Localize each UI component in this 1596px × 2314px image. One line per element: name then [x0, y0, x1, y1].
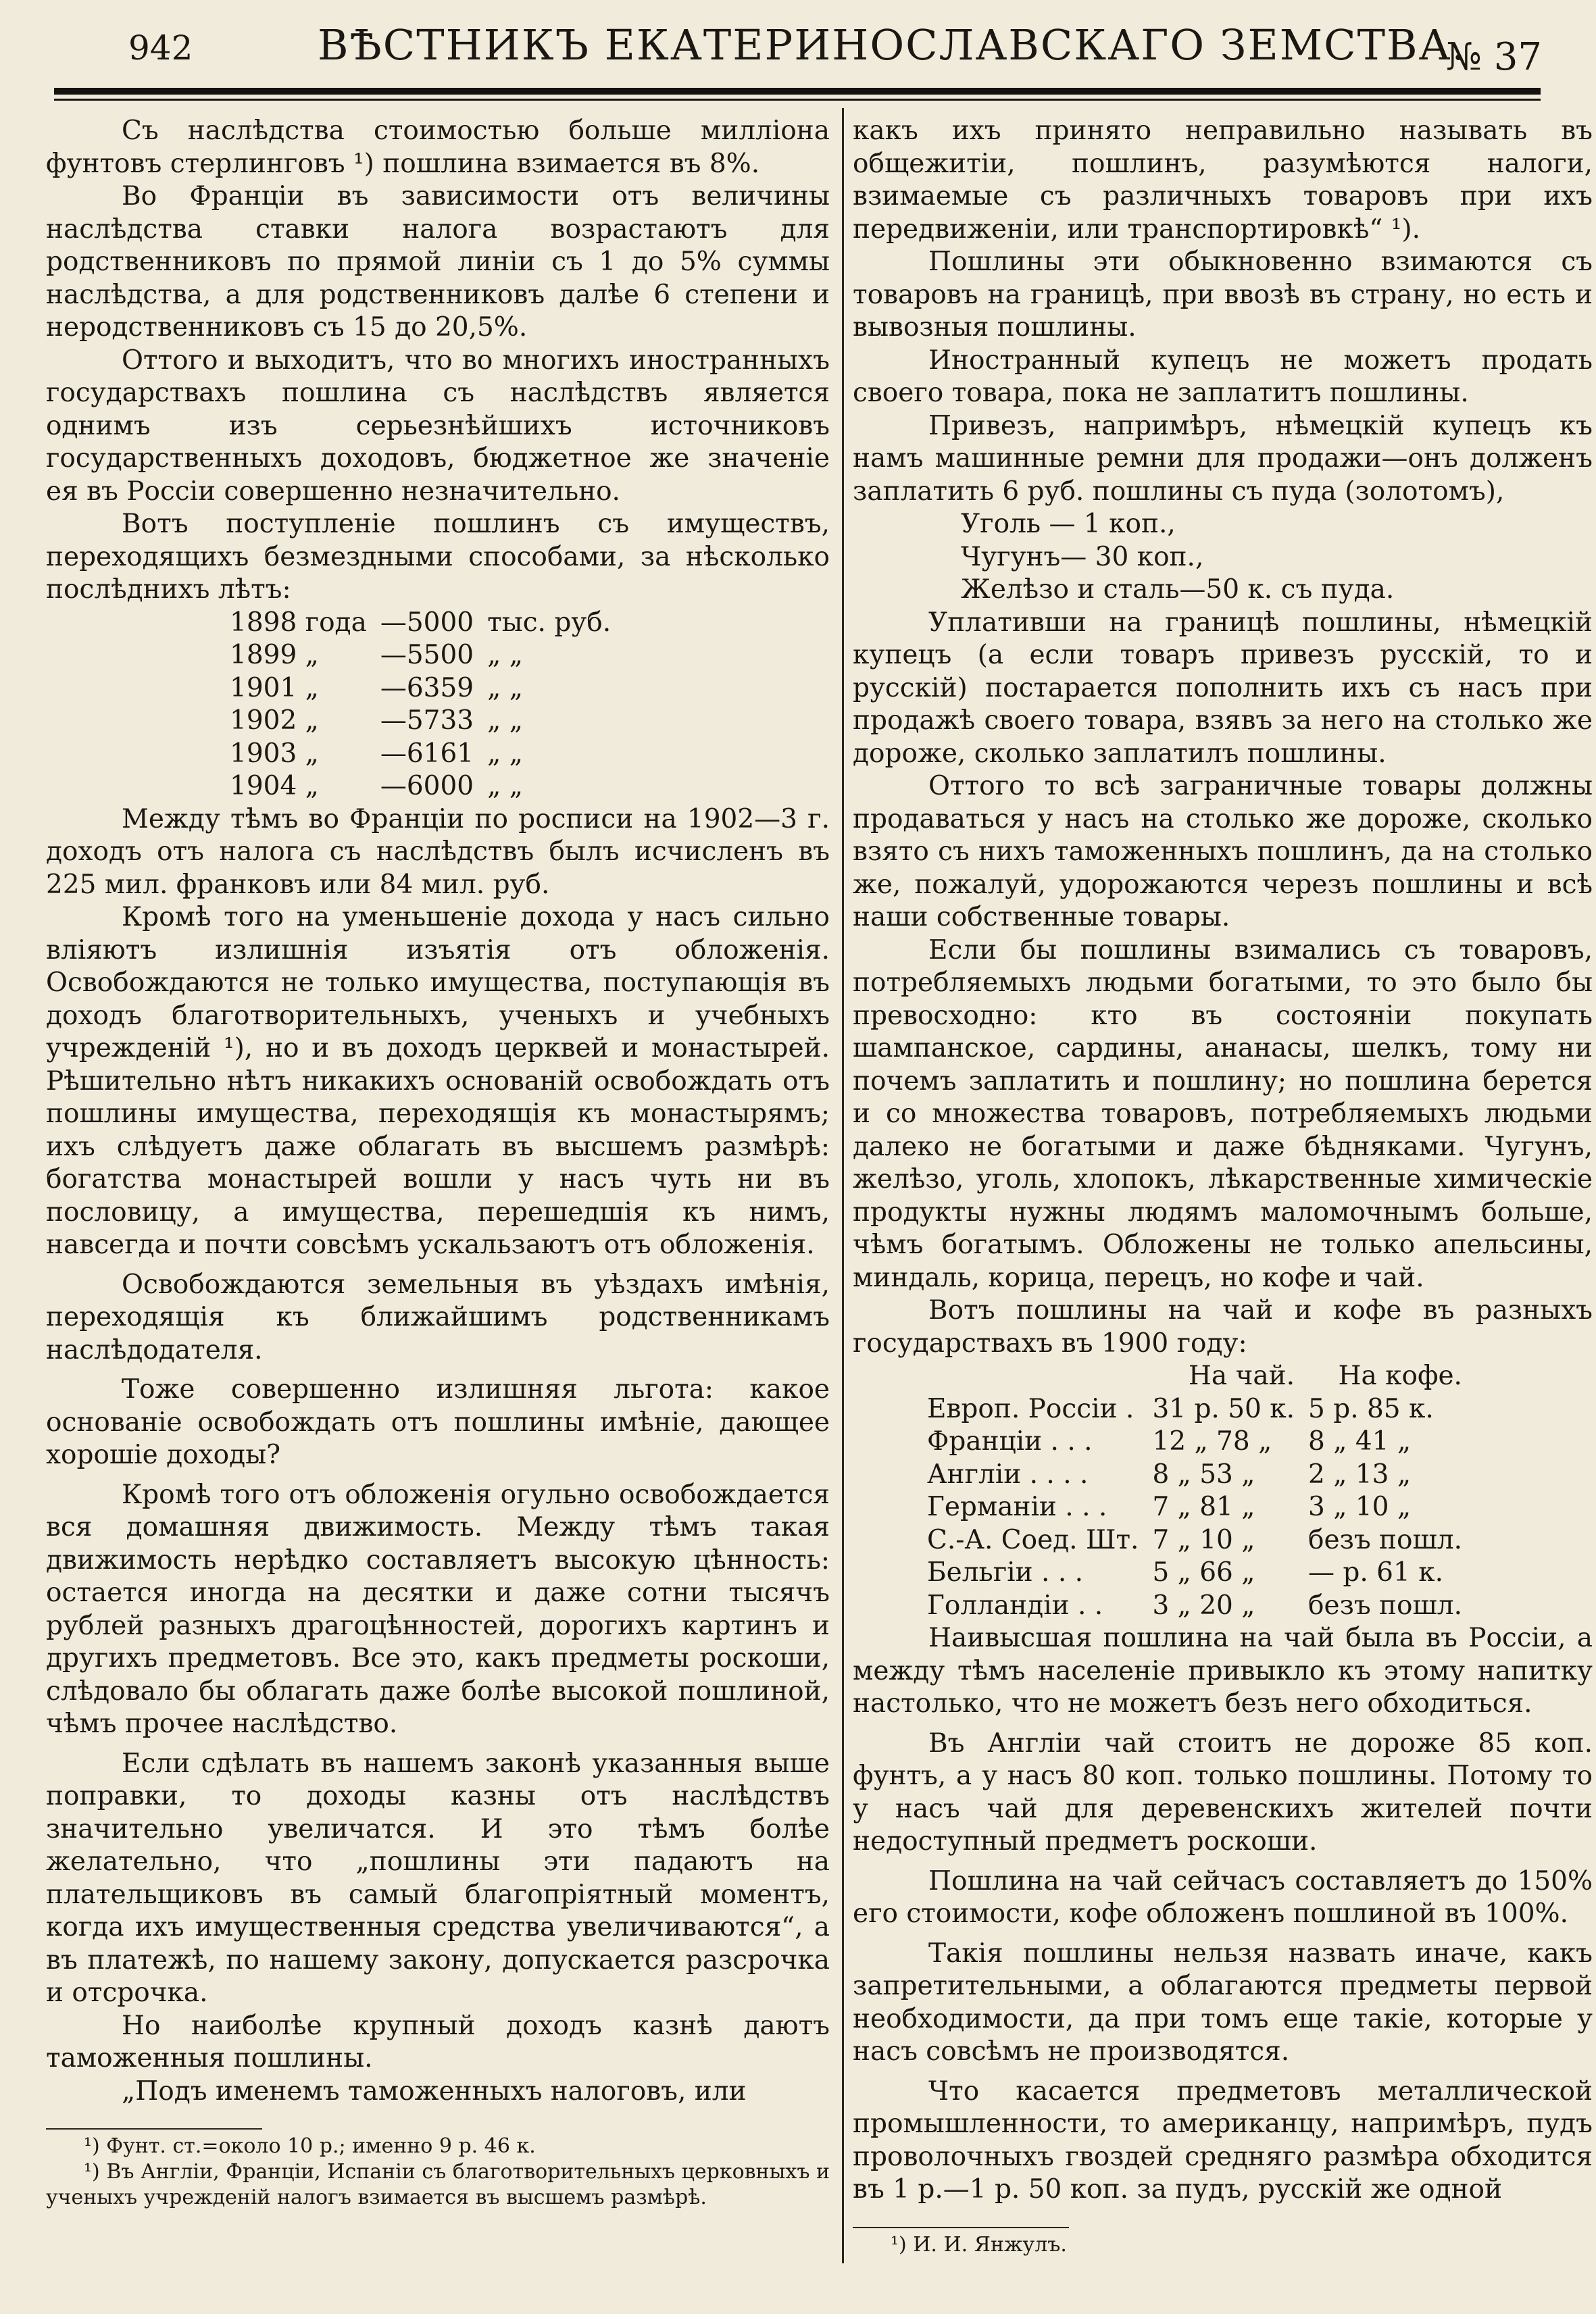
table-cell: 7 „ 81 „ — [1152, 1492, 1255, 1522]
paragraph: Пошлина на чай сейчасъ составляетъ до 150% его стоимости, кофе обложенъ пошлиной въ 100%. — [853, 1865, 1593, 1929]
footnotes — [853, 2232, 1593, 2258]
table-cell: 1901 „ — [230, 672, 319, 703]
paragraph: Освобождаются земельныя въ уѣздахъ имѣнія, переходящія къ ближайшимъ родственникамъ наслѣдодателя. — [46, 1269, 830, 1365]
table-cell: Англіи . . . . — [927, 1459, 1089, 1490]
table-header-row — [920, 1360, 1469, 1393]
table-cell: „ „ — [487, 672, 523, 703]
table-cell: 1903 „ — [230, 738, 319, 769]
table-cell: —5000 — [380, 607, 474, 638]
table-cell: безъ пошл. — [1308, 1590, 1462, 1621]
journal-title: ВѢСТНИКЪ ЕКАТЕРИНОСЛАВСКАГО ЗЕМСТВА. — [318, 20, 1467, 70]
table-cell: безъ пошл. — [1308, 1524, 1462, 1555]
table-row — [920, 1393, 1469, 1426]
paragraph: Кромѣ того на уменьшеніе дохода у насъ сильно вліяютъ излишнія изъятія отъ обложенія. Освобождаются не только имущества, поступающія въ доходъ благотворительныхъ, ученыхъ и учебныхъ учрежденій ¹), но и въ доходъ церквей и монастырей. Рѣшительно нѣтъ никакихъ основаній освобождать отъ пошлины имущества, переходящія къ монастырямъ; ихъ слѣдуетъ даже облагать въ высшемъ размѣрѣ: богатства монастырей вошли у насъ чуть ни въ пословицу, а имущества, перешедшія къ нимъ, навсегда и почти совсѣмъ ускальзаютъ отъ обложенія. — [46, 902, 830, 1260]
paragraph: Тоже совершенно излишняя льгота: какое основаніе освобождать отъ пошлины имѣніе, дающее хорошіе доходы? — [46, 1374, 830, 1470]
paragraph: Иностранный купецъ не можетъ продать своего товара, пока не заплатитъ пошлины. — [853, 345, 1593, 408]
table-cell: Франціи . . . — [927, 1426, 1093, 1457]
table-row — [223, 607, 618, 640]
list-item: Чугунъ— 30 коп., — [961, 541, 1204, 572]
table-cell: 5 „ 66 „ — [1152, 1557, 1255, 1588]
left-column — [46, 115, 830, 2211]
paragraph: Уплативши на границѣ пошлины, нѣмецкій купецъ (а если товаръ привезъ русскій, то и русскій) постарается пополнить ихъ съ насъ при продажѣ своего товара, взявъ за него на столько же дороже, сколько заплатилъ пошлины. — [853, 607, 1593, 769]
table-cell: Германіи . . . — [927, 1492, 1107, 1522]
table-row — [920, 1590, 1469, 1623]
paragraph: Во Франціи въ зависимости отъ величины наслѣдства ставки налога возрастаютъ для родственниковъ по прямой линіи съ 1 до 5% суммы наслѣдства, а для родственниковъ далѣе 6 степени и неродственниковъ съ 15 до 20,5%. — [46, 181, 830, 343]
table-cell: 2 „ 13 „ — [1308, 1459, 1412, 1490]
table-cell: тыс. руб. — [487, 607, 612, 638]
table-cell — [920, 1360, 1145, 1393]
paragraph: Съ наслѣдства стоимостью больше милліона фунтовъ стерлинговъ ¹) пошлина взимается въ 8%. — [46, 116, 830, 179]
footnote: ¹) И. И. Янжулъ. — [891, 2232, 1067, 2257]
goods-duty-list — [961, 508, 1593, 607]
table-cell: —6359 — [380, 672, 474, 703]
paragraph: Привезъ, напримѣръ, нѣмецкій купецъ къ намъ машинные ремни для продажи—онъ долженъ заплатить 6 руб. пошлины съ пуда (золотомъ), — [853, 410, 1593, 507]
right-column — [853, 115, 1593, 2258]
receipts-table — [223, 607, 618, 803]
table-cell: 1898 года — [230, 607, 367, 638]
page-header — [0, 0, 1596, 101]
footnote-rule — [46, 2128, 262, 2130]
table-row — [223, 639, 618, 672]
table-row — [223, 738, 618, 771]
table-row — [920, 1491, 1469, 1524]
paragraph: Если сдѣлать въ нашемъ законѣ указанныя выше поправки, то доходы казны отъ наслѣдствъ значительно увеличатся. И это тѣмъ болѣе желательно, что „пошлины эти падаютъ на плательщиковъ въ самый благопріятный моментъ, когда ихъ имущественныя средства увеличиваются“, а въ платежѣ, по нашему закону, допускается разсрочка и отсрочка. — [46, 1748, 830, 2008]
table-cell: 7 „ 10 „ — [1152, 1524, 1255, 1555]
table-header-coffee: На кофе. — [1338, 1361, 1462, 1391]
footnotes — [46, 2134, 830, 2211]
table-cell: „ „ — [487, 771, 523, 801]
table-row — [920, 1524, 1469, 1557]
table-row — [223, 770, 618, 803]
list-item: Уголь — 1 коп., — [961, 509, 1176, 539]
paragraph: Если бы пошлины взимались съ товаровъ, потребляемыхъ людьми богатыми, то это было бы превосходно: кто въ состояніи покупать шампанское, сардины, ананасы, шелкъ, тому ни почемъ заплатить и пошлину; но пошлина берется и со множества товаровъ, потребляемыхъ людьми далеко не богатыми и даже бѣдняками. Чугунъ, желѣзо, уголь, хлопокъ, лѣкарственные химическіе продукты нужны людямъ маломочнымъ больше, чѣмъ богатымъ. Обложены не только апельсины, миндаль, корица, перецъ, но кофе и чай. — [853, 934, 1593, 1293]
column-divider — [842, 108, 844, 2263]
table-cell: 12 „ 78 „ — [1152, 1426, 1272, 1457]
table-cell: —6161 — [380, 738, 474, 769]
page-number: 942 — [128, 28, 193, 68]
paragraph: Въ Англіи чай стоитъ не дороже 85 коп. фунтъ, а у насъ 80 коп. только пошлины. Потому то у насъ чай для деревенскихъ жителей почти недоступный предметъ роскоши. — [853, 1728, 1593, 1857]
list-item: Желѣзо и сталь—50 к. съ пуда. — [961, 574, 1395, 605]
table-row — [920, 1459, 1469, 1492]
paragraph: „Подъ именемъ таможенныхъ налоговъ, или — [122, 2076, 747, 2107]
paragraph: Наивысшая пошлина на чай была въ Россіи, а между тѣмъ населеніе привыкло къ этому напитку настолько, что не можетъ безъ него обходиться. — [853, 1623, 1593, 1719]
table-cell: 1902 „ — [230, 705, 319, 736]
paragraph: Что касается предметовъ металлической промышленности, то американцу, напримѣръ, пудъ проволочныхъ гвоздей средняго размѣра обходится въ 1 р.—1 р. 50 коп. за пудъ, русскій же одной — [853, 2076, 1593, 2205]
paragraph: Оттого и выходитъ, что во многихъ иностранныхъ государствахъ пошлина съ наслѣдствъ является однимъ изъ серьезнѣйшихъ источниковъ государственныхъ доходовъ, бюджетное же значеніе ея въ Россіи совершенно незначительно. — [46, 345, 830, 507]
paragraph: Кромѣ того отъ обложенія огульно освобождается вся домашняя движимость. Между тѣмъ такая движимость нерѣдко составляетъ высокую цѣнность: остается иногда на десятки и даже сотни тысячъ рублей разныхъ драгоцѣнностей, дорогихъ картинъ и другихъ предметовъ. Все это, какъ предметы роскоши, слѣдовало бы облагать даже болѣе высокой пошлиной, чѣмъ прочее наслѣдство. — [46, 1479, 830, 1739]
paragraph: Оттого то всѣ заграничные товары должны продаваться у насъ на столько же дороже, сколько взято съ нихъ таможенныхъ пошлинъ, да на столько же, пожалуй, удорожаются черезъ пошлины и всѣ наши собственные товары. — [853, 771, 1593, 932]
table-cell: —5500 — [380, 640, 474, 670]
table-cell: —5733 — [380, 705, 474, 736]
table-cell: — р. 61 к. — [1308, 1557, 1443, 1588]
table-cell: С.-А. Соед. Шт. — [927, 1524, 1139, 1555]
table-cell: Бельгіи . . . — [927, 1557, 1084, 1588]
paragraph: Пошлины эти обыкновенно взимаются съ товаровъ на границѣ, при ввозѣ въ страну, но есть и вывозныя пошлины. — [853, 247, 1593, 343]
paragraph: какъ ихъ принято неправильно называть въ общежитіи, пошлинъ, разумѣются налоги, взимаемые съ различныхъ товаровъ при ихъ передвиженіи, или транспортировкѣ“ ¹). — [853, 116, 1593, 245]
table-cell: „ „ — [487, 640, 523, 670]
paragraph: Но наиболѣе крупный доходъ казнѣ даютъ таможенныя пошлины. — [46, 2010, 830, 2073]
footnote: ¹) Въ Англіи, Франціи, Испаніи съ благотворительныхъ церковныхъ и ученыхъ учрежденій налогъ взимается въ высшемъ размѣрѣ. — [46, 2160, 830, 2209]
table-row — [223, 672, 618, 705]
issue-number: № 37 — [1446, 35, 1543, 79]
table-cell: 3 „ 20 „ — [1152, 1590, 1255, 1621]
table-cell: „ „ — [487, 705, 523, 736]
table-row — [920, 1557, 1469, 1590]
paragraph: Вотъ пошлины на чай и кофе въ разныхъ государствахъ въ 1900 году: — [853, 1295, 1593, 1359]
table-cell: „ „ — [487, 738, 523, 769]
table-cell: 31 р. 50 к. — [1152, 1393, 1295, 1424]
table-cell: —6000 — [380, 771, 474, 801]
table-row — [920, 1426, 1469, 1459]
paragraph: Такія пошлины нельзя назвать иначе, какъ запретительными, а облагаются предметы первой необходимости, да при томъ еще такіе, которые у насъ совсѣмъ не производятся. — [853, 1938, 1593, 2067]
tea-coffee-duty-table — [920, 1360, 1469, 1622]
header-rule-thin — [54, 99, 1541, 101]
header-rule-thick — [54, 88, 1541, 95]
table-cell: Голландіи . . — [927, 1590, 1103, 1621]
footnote: ¹) Фунт. ст.=около 10 р.; именно 9 р. 46 к. — [84, 2134, 536, 2158]
table-cell: 3 „ 10 „ — [1308, 1492, 1412, 1522]
table-cell: 8 „ 53 „ — [1152, 1459, 1255, 1490]
table-cell: 5 р. 85 к. — [1308, 1393, 1434, 1424]
paragraph: Вотъ поступленіе пошлинъ съ имуществъ, переходящихъ безмездными способами, за нѣсколько послѣднихъ лѣтъ: — [46, 509, 830, 605]
table-cell: 1899 „ — [230, 640, 319, 670]
footnote-rule — [853, 2227, 1069, 2228]
table-cell: 1904 „ — [230, 771, 319, 801]
table-cell: Европ. Россіи . — [927, 1393, 1134, 1424]
table-row — [223, 705, 618, 738]
paragraph: Между тѣмъ во Франціи по росписи на 1902—3 г. доходъ отъ налога съ наслѣдствъ былъ исчисленъ въ 225 мил. франковъ или 84 мил. руб. — [46, 803, 830, 900]
table-cell: 8 „ 41 „ — [1308, 1426, 1412, 1457]
table-header-tea: На чай. — [1188, 1361, 1295, 1391]
